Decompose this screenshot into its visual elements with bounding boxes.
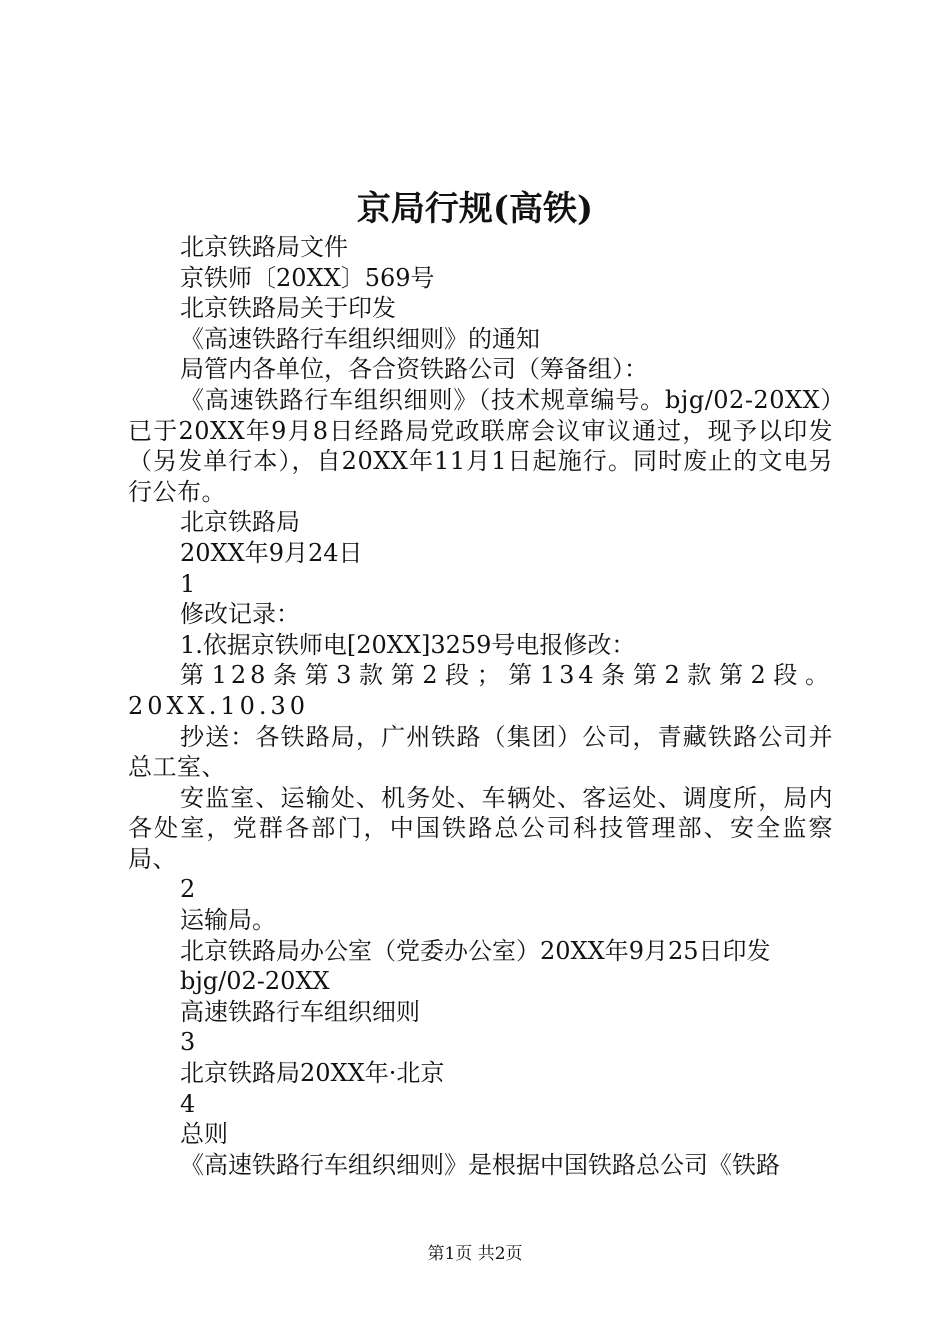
paragraph-print-info: 北京铁路局办公室（党委办公室）20XX年9月25日印发 [180,936,771,965]
paragraph-notice-body: 《高速铁路行车组织细则》（技术规章编号。bjg/02-20XX）已于20XX年9月8日经路局党政联席会议审议通过，现予以印发（另发单行本），自20XX年11月1日起施行。同时废止的文电另行公布。 [128,385,833,506]
paragraph-cc-3: 运输局。 [180,906,276,935]
paragraph-issuer: 北京铁路局文件 [180,233,348,261]
paragraph-code: bjg/02-20XX [180,967,330,996]
paragraph-revision-heading: 修改记录： [180,600,300,629]
paragraph-notice-title-1: 北京铁路局关于印发 [180,294,396,323]
paragraph-signature: 北京铁路局 [180,508,300,537]
document-body [128,232,833,1180]
paragraph-page-mark-1: 1 [180,569,196,598]
paragraph-revision-item: 1.依据京铁师电[20XX]3259号电报修改： [180,630,636,659]
paragraph-general-body: 《高速铁路行车组织细则》是根据中国铁路总公司《铁路 [180,1150,780,1179]
paragraph-notice-title-2: 《高速铁路行车组织细则》的通知 [180,324,540,353]
paragraph-rules-title: 高速铁路行车组织细则 [180,997,420,1026]
paragraph-date: 20XX年9月24日 [180,538,363,567]
paragraph-cc-1: 抄送：各铁路局，广州铁路（集团）公司，青藏铁路公司并总工室、 [128,722,833,782]
document-title: 京局行规(高铁) [356,189,594,229]
paragraph-revision-detail: 第128条第3款第2段；第134条第2款第2段。20XX.10.30 [128,661,833,720]
page-footer: 第1页 共2页 [427,1244,523,1264]
paragraph-page-mark-4: 4 [180,1089,196,1118]
paragraph-page-mark-2: 2 [180,875,196,904]
paragraph-publisher: 北京铁路局20XX年·北京 [180,1059,445,1088]
paragraph-addressee: 局管内各单位，各合资铁路公司（筹备组）： [180,355,648,384]
paragraph-cc-2: 安监室、运输处、机务处、车辆处、客运处、调度所，局内各处室，党群各部门，中国铁路总公司科技管理部、安全监察局、 [128,783,833,873]
paragraph-page-mark-3: 3 [180,1028,196,1057]
paragraph-doc-number: 京铁师〔20XX〕569号 [180,263,435,292]
paragraph-general-heading: 总则 [180,1120,228,1149]
